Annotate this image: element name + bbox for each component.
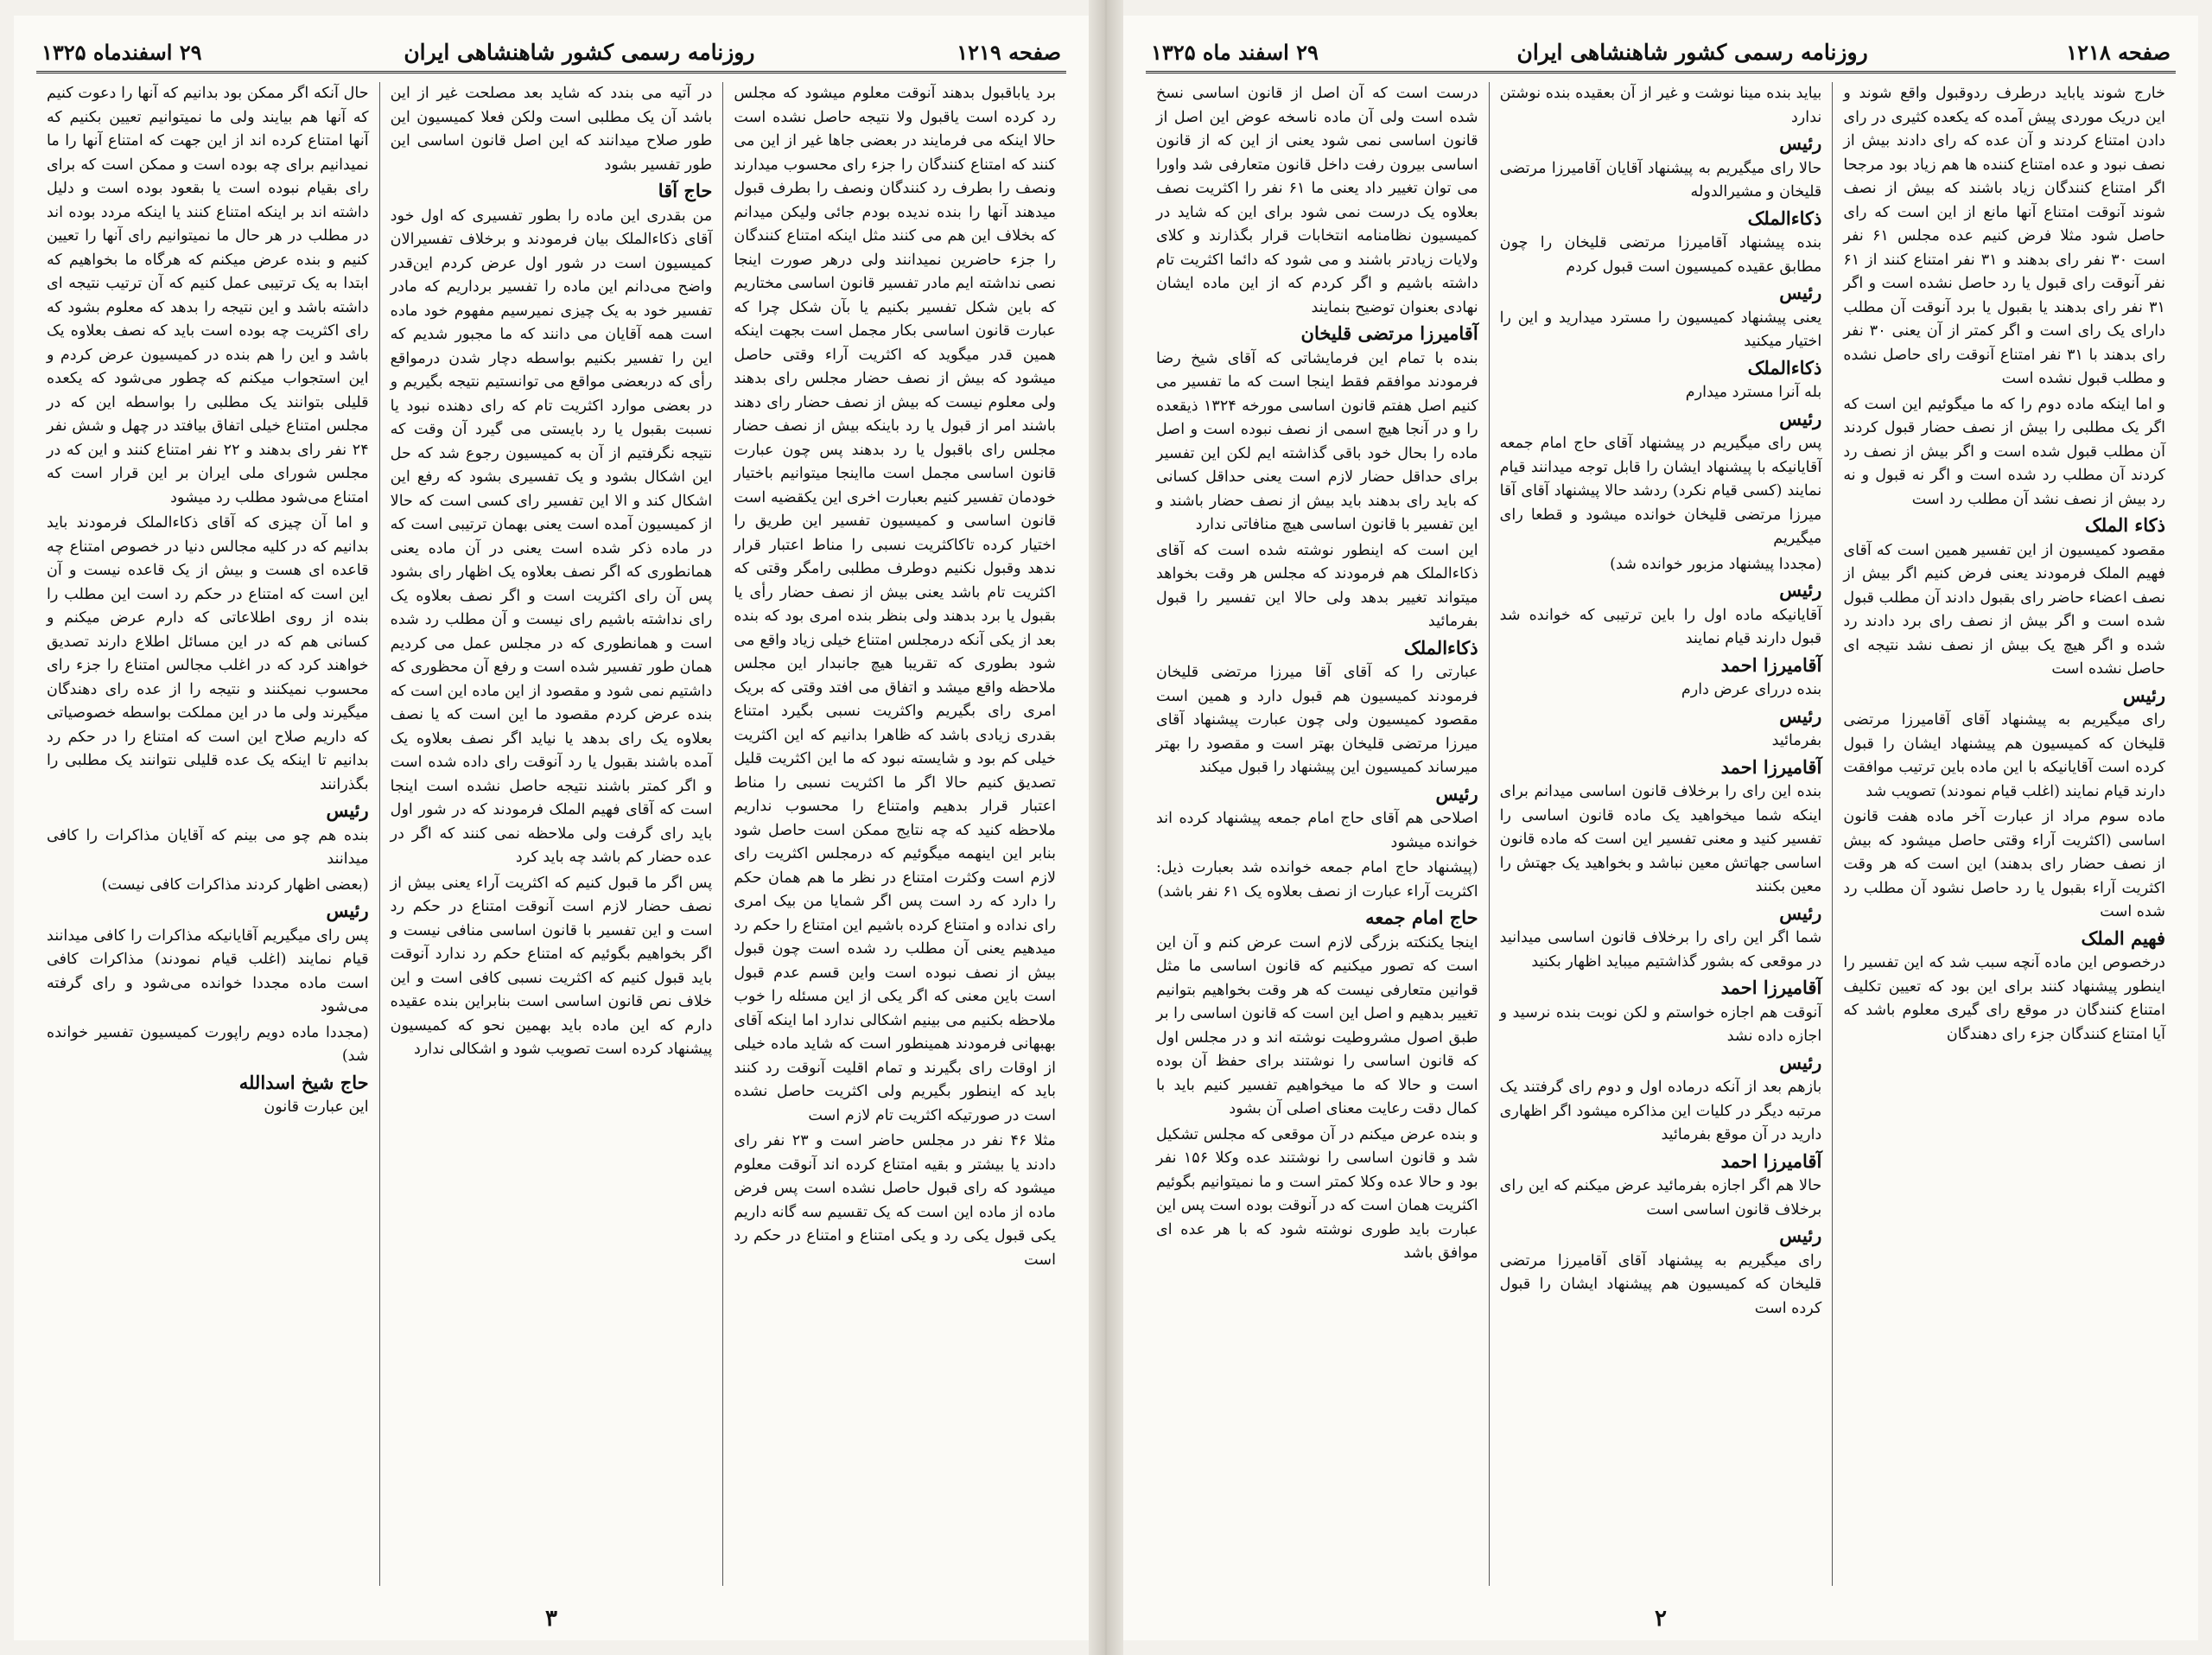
speaker-name: رئیس — [326, 799, 369, 821]
speaker-name: رئیس — [1779, 704, 1822, 727]
paragraph: درخصوص این ماده آنچه سبب شد که این تفسیر را اینطور پیشنهاد کنند برای این بود که تعیین تکلیف امتناع کنندگان در موقع رای گیری معلوم باشد که آیا امتناع کنندگان جزء رای دهندگان — [1843, 954, 2165, 1043]
paragraph: و بنده عرض میکنم در آن موقعی که مجلس تشکیل شد و قانون اساسی را نوشتند عده وکلا ۱۵۶ نفر بود و حالا عده وکلا کمتر است و ما نمیتوانیم بگوئیم اکثریت همان است که در آنوقت بوده است پس این عبارت باید طوری نوشته شود که با هر عده ای موافق باشد — [1155, 1125, 1478, 1262]
paragraph: شما اگر این رای را برخلاف قانون اساسی میدانید در موقعی که بشور گذاشتیم میباید اظهار بکنید — [1499, 929, 1822, 971]
paragraph: بنده دررای عرض دارم — [1681, 681, 1822, 698]
speaker-name: حاج شیخ اسدالله — [238, 1071, 369, 1093]
paragraph: بله آنرا مسترد میدارم — [1685, 384, 1822, 401]
speaker-name: آقامیرزا مرتضی قلیخان — [1300, 322, 1478, 344]
paragraph: یعنی پیشنهاد کمیسیون را مسترد میدارید و این را اختیار میکنید — [1499, 309, 1822, 350]
paragraph: مقصود کمیسیون از این تفسیر همین است که آقای فهیم الملک فرمودند یعنی فرض کنیم اگر بیش از نصف اعضاء حاضر رای بقبول دادند آن مطلب قبول شده است و اگر بیش از نصف رای برد دادند رد شده و اگر هیچ یک بیش از نصف نشد نتیجه ای حاصل نشده است — [1843, 541, 2165, 678]
speaker-name: ذکاءالملک — [1747, 207, 1822, 229]
speaker-name: حاج آقا — [658, 180, 713, 201]
speaker-name: آقامیرزا احمد — [1720, 977, 1822, 998]
paragraph: آنوقت هم اجازه خواستم و لکن نوبت بنده نرسید و اجازه داده نشد — [1499, 1003, 1822, 1045]
right-page-columns — [1146, 82, 2176, 1586]
speaker-name: رئیس — [1779, 901, 1822, 924]
paragraph: آقایانیکه ماده اول را باین ترتیبی که خوانده شد قبول دارند قیام نمایند — [1499, 606, 1822, 647]
paragraph: من بقدری این ماده را بطور تفسیری که اول خود آقای ذکاءالملک بیان فرمودند و برخلاف تفسیرالان کمیسیون است در شور اول عرض کردم این‌قدر واضح می‌دانم این ماده را تفسیر برداریم که مادر تفسیر خود به یک چیزی نمیرسیم مفهوم خود ماده است همه آقایان می دانند که ما مجبور شدیم که این را تفسیر بکنیم بواسطه دچار شدن درمواقع رأی که دربعضی مواقع می توانستیم نتیجه بگیریم و در بعضی موارد اکثریت تام که رای دهنده نبود یا نسبت بقبول یا رد بایستی می گیرد آن وقت که نتیجه نگرفتیم از آن به کمیسیون رجوع شد که حل این اشکال بشود و یک تفسیری بشود که رفع این اشکال کند و الا این تفسیر رای کسی است که حالا از کمیسیون آمده است یعنی بهمان ترتیبی است که در ماده ذکر شده است یعنی در آن ماده یعنی همانطوری که اگر نصف بعلاوه یک اظهار رای بشود پس آن رای اکثریت است و اگر نصف بعلاوه یک رای نداشته باشیم رای نیست و آن مطلب رد شده است و همانطوری که در مجلس عمل می کردیم همان طور تفسیر شده است و رفع آن محظوری که داشتیم نمی شود و مقصود از این ماده این است که بنده عرض کردم مقصود ما این است که یا نصف بعلاوه یک رای بدهد یا نیاید اگر نصف بعلاوه یک آمده باشند بقبول یا رد آنوقت رای داده شده است و اگر کمتر باشند نتیجه حاصل نشده است اینجا است که آقای فهیم الملک فرمودند که در شور اول باید رای گرفت ولی ملاحظه نمی کنند که اگر در عده حضار کم باشد چه باید کرد — [390, 207, 713, 866]
paragraph: پس رای میگیریم در پیشنهاد آقای حاج امام جمعه آقایانیکه با پیشنهاد ایشان را قابل توجه میدانند قیام نمایند (کسی قیام نکرد) ردشد حالا پیشنهاد آقای آقا میرزا مرتضی قلیخان خوانده میشود و قطعا رای میگیریم — [1499, 435, 1822, 547]
paragraph: اصلاحی هم آقای حاج امام جمعه پیشنهاد کرده اند خوانده میشود — [1155, 810, 1478, 851]
speaker-name: رئیس — [1779, 579, 1822, 601]
paragraph: برد یاباقبول بدهند آنوقت معلوم میشود که مجلس رد کرده است یاقبول ولا نتیجه حاصل نشده است حالا اینکه می فرمایند در بعضی جاها غیر از این می کنند که امتناع کنندگان را جزء رای محسوب میدارند ونصف را بطرف رد کنندگان ونصف را بطرف قبول میدهند آنها را بنده ندیده بودم جائی ولیکن میدانم که بخلاف این هم می کنند مثل اینکه امتناع کنندگان را جزء حاضرین نمیدانند ولی درهر صورت اینجا نصی نداشته ایم مادر تفسیر قانون اساسی مختاریم که باین شکل تفسیر بکنیم یا بآن شکل چرا که عبارت قانون اساسی بکار مجمل است بجهت اینکه همین قدر میگوید که اکثریت آراء وقتی حاصل میشود که بیش از نصف حضار مجلس رای بدهند ولی معلوم نیست که بیش از نصف حضار رای دهند باشند امر از قبول یا رد باینکه بیش از نصف حضار مجلس رای باقبول یا رد بدهند پس چون عبارت قانون اساسی مجمل است مااینجا میتوانیم باختیار خودمان تفسیر کنیم بعبارت اخری این یکقضیه است قانون اساسی و کمیسیون تفسیر این طریق را اختیار کرده تاکاکثریت نسبی را مناط اعتبار قرار ندهد وقبول نکنیم دوطرف مطلبی رامگر وقتی که اکثریت تام باشد یعنی بیش از نصف حضار رأی یا بقبول یا برد بدهند ولی بنظر بنده امری بود که بنده بعد از یکی آنکه درمجلس امتناع خیلی زیاد واقع می شود بطوری که تقریبا هیچ جانبدار این مجلس ملاحظه واقع میشد و اتفاق می افتد وقتی که بریک امری رای بگیریم واکثریت نسبی بگیرد امتناع بقدری زیادی باشد که ظاهرا بدانیم که این اکثریت خیلی کم بود و شایسته نبود که ما این اکثریت قلیل تصدیق کنیم حالا اگر ما اکثریت نسبی را مناط اعتبار قرار بدهیم وامتناع را محسوب نداریم ملاحظه کنید که چه نتایج ممکن است حاصل شود بنابر این اینهمه میگوئیم که درمجلس اکثریت رای لازم است وکثرت امتناع در نظر ما هم همان حکم را دارد که رد است پس اگر شمایا من بیک امری رای نداده و امتناع کرده باشیم این امتناع را حکم رد میدهیم یعنی آن مطلب رد شده است چون قبول بیش از نصف نبوده است واین قسم عدم قبول است باین معنی که اگر یکی از این مسئله را خوب ملاحظه بکنیم می بینیم اشکالی ندارد اما اینکه آقای بهبهانی فرمودند همینطور است که شاید ماده خیلی از اوقات رای بگیرند و تمام اقلیت آنوقت رد کنند باید که اینطور بگیریم ولی اکثریت حاصل نشده است در صورتیکه اکثریت تام لازم است — [734, 85, 1056, 1124]
paragraph: بنده پیشنهاد آقامیرزا مرتضی قلیخان را چون مطابق عقیده کمیسیون است قبول کردم — [1499, 234, 1822, 276]
paragraph: عبارتی را که آقای آقا میرزا مرتضی قلیخان فرمودند کمیسیون هم قبول دارد و همین است مقصود کمیسیون ولی چون عبارت پیشنهاد آقای میرزا مرتضی قلیخان بهتر است و مقصود را بهتر میرساند کمیسیون این پیشنهاد را قبول میکند — [1155, 664, 1478, 776]
speaker-name: حاج امام جمعه — [1365, 907, 1478, 928]
text-column — [380, 82, 724, 1586]
page-number: صفحه ۱۲۱۸ — [2066, 39, 2171, 65]
left-page-header — [36, 33, 1066, 73]
paragraph: و اما آن چیزی که آقای ذکاءالملک فرمودند باید بدانیم که در کلیه مجالس دنیا در خصوص امتناع چه قاعده ای هست و بیش از یک قاعده نیست و آن این است که امتناع در حکم رد است این مطلب را بنده از روی اطلاعاتی که دارم عرض میکنم و کسانی هم که در این مسائل اطلاع دارند تصدیق خواهند کرد که در اغلب مجالس امتناع را جزء رای محسوب نمیکنند و نتیجه را از عده رای دهندگان میگیرند ولی ما در این مملکت بواسطه خصوصیاتی که داریم صلاح این است که امتناع را در حکم رد بدانیم تا اینکه یک عده قلیلی نتوانند یک مطلبی را بگذرانند — [46, 514, 369, 793]
speaker-name: فهیم الملک — [2081, 926, 2165, 949]
paragraph: ماده سوم مراد از عبارت آخر ماده هفت قانون اساسی (اکثریت آراء وقتی حاصل میشود که بیش از نصف حضار رای بدهند) این است که هر وقت اکثریت آراء بقبول یا رد حاصل نشود آن مطلب رد شده است — [1843, 808, 2165, 920]
text-column — [36, 82, 380, 1586]
speaker-name: ذکاءالملک — [1747, 356, 1822, 379]
newspaper-title: روزنامه رسمی کشور شاهنشاهی ایران — [1516, 39, 1868, 65]
speaker-name: آقامیرزا احمد — [1720, 1149, 1822, 1172]
speaker-name: ذکاء الملک — [2084, 514, 2165, 536]
text-column — [723, 82, 1066, 1586]
paragraph: بفرمائید — [1771, 732, 1822, 749]
paragraph: (پیشنهاد حاج امام جمعه خوانده شد بعبارت ذیل: اکثریت آراء عبارت از نصف بعلاوه یک ۶۱ نفر باشد) — [1155, 859, 1478, 901]
right-page-header — [1146, 33, 2176, 73]
left-page — [14, 16, 1089, 1640]
paragraph: (بعضی اظهار کردند مذاکرات کافی نیست) — [101, 875, 369, 894]
paragraph: بنده هم چو می بینم که آقایان مذاکرات را کافی میدانند — [46, 826, 369, 868]
speaker-name: رئیس — [1779, 132, 1822, 154]
speaker-name: رئیس — [1779, 407, 1822, 430]
speaker-name: رئیس — [1779, 1225, 1822, 1246]
paragraph: (مجددا پیشنهاد مزبور خوانده شد) — [1610, 555, 1822, 573]
book-gutter — [1089, 0, 1123, 1655]
paragraph: اینجا یکنکته بزرگی لازم است عرض کنم و آن این است که تصور میکنیم که قانون اساسی ما مثل قوانین متعارفی نیست که هر وقت بخواهیم بتوانیم تغییر بدهیم و اصل این است که قانون اساسی را بر طبق اصول مشروطیت نوشته اند و در مجلس اول که قانون اساسی را نوشتند برای حفظ آن بوده است و حالا که ما میخواهیم تفسیر کنیم باید با کمال دقت رعایت معنای اصلی آن بشود — [1155, 933, 1478, 1117]
speaker-name: رئیس — [326, 900, 369, 921]
speaker-name: رئیس — [1435, 782, 1478, 805]
paragraph: بنده این رای را برخلاف قانون اساسی میدانم برای اینکه شما میخواهید یک ماده قانون اساسی را تفسیر کنید و معنی تفسیر این است که ماده قانون اساسی جهاتش معین نباشد و بخواهید یک جهتش را معین بکنند — [1499, 783, 1822, 895]
text-column — [1490, 82, 1834, 1586]
newspaper-title: روزنامه رسمی کشور شاهنشاهی ایران — [404, 39, 755, 65]
text-column — [1146, 82, 1490, 1586]
paragraph: (مجددا ماده دویم راپورت کمیسیون تفسیر خوانده شد) — [46, 1023, 369, 1065]
speaker-name: آقامیرزا احمد — [1720, 755, 1822, 778]
paragraph: مثلا ۴۶ نفر در مجلس حاضر است و ۲۳ نفر رای دادند یا بیشتر و بقیه امتناع کرده اند آنوقت معلوم میشود که رای قبول حاصل نشده است پس فرض ماده از ماده این است که یک تقسیم سه گانه داریم یکی قبول یکی رد و یکی امتناع و امتناع در حکم رد است — [734, 1132, 1056, 1269]
paragraph: این عبارت قانون — [264, 1098, 369, 1116]
paragraph: و اما اینکه ماده دوم را که ما میگوئیم این است که اگر یک مطلبی را بیش از نصف حضار قبول کردند آن مطلب قبول شده است و اگر بیش از نصف رد کردند آن مطلب رد شده است و اگر نه قبول و نه رد بیش از نصف نشد آن مطلب رد است — [1843, 395, 2165, 508]
speaker-name: ذکاءالملک — [1403, 636, 1478, 659]
right-page — [1123, 16, 2198, 1640]
paragraph: در آتیه می بندد که شاید بعد مصلحت غیر از این باشد آن یک مطلبی است ولکن فعلا کمیسیون این طور صلاح میدانند که این اصل قانون اساسی این طور تفسیر بشود — [390, 85, 713, 174]
issue-date: ۲۹ اسفندماه ۱۳۲۵ — [41, 39, 202, 65]
text-column — [1833, 82, 2176, 1586]
speaker-name: آقامیرزا احمد — [1720, 653, 1822, 676]
issue-date: ۲۹ اسفند ماه ۱۳۲۵ — [1151, 39, 1319, 65]
page-footer-number: ۲ — [1655, 1606, 1667, 1632]
left-page-columns — [36, 82, 1066, 1586]
paragraph: رای میگیریم به پیشنهاد آقای آقامیرزا مرتضی قلیخان که کمیسیون هم پیشنهاد ایشان را قبول کرده است آقایانیکه با این ماده باین ترتیب موافقت دارند قیام نمایند (اغلب قیام نمودند) تصویب شد — [1843, 711, 2165, 800]
paragraph: درست است که آن اصل از قانون اساسی نسخ شده است ولی آن ماده ناسخه عوض این اصل از قانون اساسی نمی شود یعنی از این که از قانون اساسی بیرون رفت داخل قانون متعارفی شد واورا می توان تغییر داد یعنی ما ۶۱ نفر را اکثریت نصف بعلاوه یک درست نمی شود برای این که شاید در کمیسیون نظامنامه انتخابات قرار بگذارند و کلای ولایات زیادتر باشند و می شود که دائما اکثریت تام داشته باشیم و اگر کردم که از این ماده ایشان نهادی بعنوان توضیح بنمایند — [1155, 85, 1478, 316]
paragraph: بازهم بعد از آنکه درماده اول و دوم رای گرفتند یک مرتبه دیگر در کلیات این مذاکره میشود اگر اظهاری دارید در آن موقع بفرمائید — [1499, 1079, 1822, 1143]
paragraph: حالا هم اگر اجازه بفرمائید عرض میکنم که این رای برخلاف قانون اساسی است — [1499, 1177, 1822, 1219]
paragraph: خارج شوند یاباید درطرف ردوقبول واقع شوند و این دریک موردی پیش آمده که یکعده کثیری در رای دادن امتناع کردند و آن عده که رای دادند بیش از نصف نبود و عده امتناع کننده ها هم زیاد بود مرجحا اگر امتناع کنندگان زیاد باشند که بیش از نصف شوند آنوقت امتناع آنها مانع از این است که رای حاصل شود مثلا فرض کنیم عده مجلس ۶۱ نفر است ۳۰ نفر رای بدهند و ۳۱ نفر امتناع کنند از ۶۱ نفر آنوقت رای قبول یا رد حاصل نشده است و اگر ۳۱ نفر رای بدهند یا بقبول یا برد آنوقت آن مطلب دارای یک رای است و اگر کمتر از آن یعنی ۳۰ نفر رای بدهند با ۳۱ نفر امتناع آنوقت رای حاصل نشده و مطلب قبول نشده است — [1843, 85, 2166, 387]
speaker-name: رئیس — [1779, 1051, 1822, 1073]
paragraph: بنده با تمام این فرمایشاتی که آقای شیخ رضا فرمودند موافقم فقط اینجا است که ما تفسیر می کنیم اصل هفتم قانون اساسی مورخه ۱۳۲۴ ذیقعده را و در آنجا هیچ اسمی از نصف نبوده است و اصل ماده را بحال خود باقی گذاشته ایم لکن این تفسیر برای حداقل حضار لازم است یعنی حداقل کسانی که باید رای بدهند باید بیش از نصف حضار باشند و این تفسیر با قانون اساسی هیچ منافاتی ندارد — [1155, 349, 1478, 533]
paragraph: حال آنکه اگر ممکن بود بدانیم که آنها را دعوت کنیم که آنها هم بیایند ولی ما نمیتوانیم تعیین بکنیم که آنها امتناع کرده اند از این جهت که امتناع آنها را ما نمیدانیم برای چه بوده است و ممکن است که برای رای بقیام نبوده است یا بقعود بوده است و دلیل داشته اند بر اینکه امتناع کنند یا اینکه مردد بوده اند در مطلب در هر حال ما نمیتوانیم رای آنها را تعیین کنیم و بنده عرض میکنم که هرگاه ما بخواهیم که ابتدا به یک ترتیبی عمل کنیم که آن ترتیب نتیجه ای داشته باشد و این نتیجه را بدهد که معلوم بشود که رای اکثریت چه بوده است باید که نصف بعلاوه یک باشد و این را هم بنده در کمیسیون عرض کردم و این استجواب میکنم که چطور می‌شود که یکعده قلیلی بتوانند یک مطلبی را بواسطه این که در مجلس امتناع خیلی اتفاق بیافتد در چهل و شش نفر ۲۴ نفر رای بدهند و ۲۲ نفر امتناع کنند و این که در مجلس شورای ملی ایران بر این قرار است که امتناع می‌شود مطلب رد میشود — [46, 85, 369, 506]
page-footer-number: ۳ — [545, 1606, 557, 1632]
speaker-name: رئیس — [2122, 684, 2165, 706]
paragraph: رای میگیریم به پیشنهاد آقای آقامیرزا مرتضی قلیخان که کمیسیون هم پیشنهاد ایشان را قبول کرده است — [1499, 1251, 1822, 1317]
paragraph: پس رای میگیریم آقایانیکه مذاکرات را کافی میدانند قیام نمایند (اغلب قیام نمودند) مذاکرات کافی است ماده مجددا خوانده می‌شود و رای گرفته می‌شود — [46, 926, 369, 1015]
paragraph: حالا رای میگیریم به پیشنهاد آقایان آقامیرزا مرتضی قلیخان و مشیرالدوله — [1499, 159, 1822, 201]
paragraph: بیاید بنده مینا نوشت و غیر از آن بعقیده بنده نوشتن ندارد — [1499, 85, 1822, 126]
paragraph: پس اگر ما قبول کنیم که اکثریت آراء یعنی بیش از نصف حضار لازم است آنوقت امتناع در حکم رد است و این تفسیر با قانون اساسی منافی نیست و اگر بخواهیم بگوئیم که امتناع حکم رد ندارد آنوقت باید قبول کنیم که اکثریت نسبی کافی است و این خلاف نص قانون اساسی است بنابراین بنده عقیده دارم که این ماده باید بهمین نحو که کمیسیون پیشنهاد کرده است تصویب شود و اشکالی ندارد — [390, 874, 713, 1058]
speaker-name: رئیس — [1779, 282, 1822, 303]
paragraph: این است که اینطور نوشته شده است که آقای ذکاءالملک هم فرمودند که مجلس هر وقت بخواهد میتواند تغییر بدهد ولی حالا این تفسیر را قبول بفرمائید — [1155, 541, 1478, 630]
page-number: صفحه ۱۲۱۹ — [957, 39, 1061, 65]
